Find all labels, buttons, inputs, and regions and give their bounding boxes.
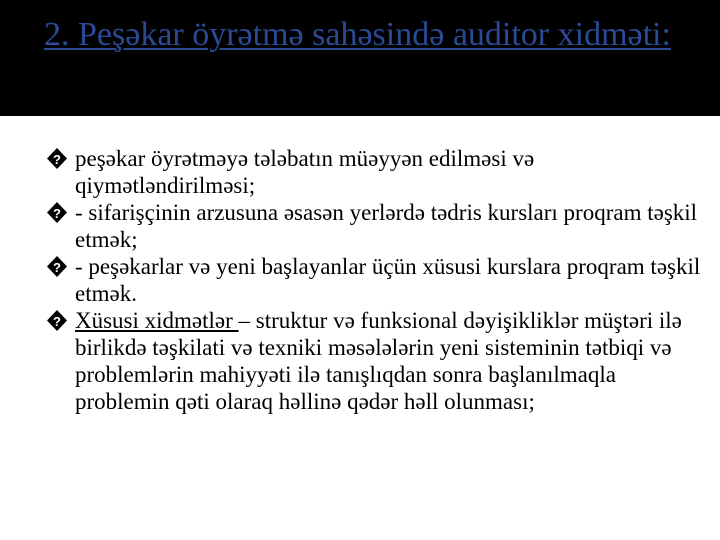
svg-text:?: ? <box>53 260 61 275</box>
special-services-heading: Xüsusi xidmətlər <box>75 308 239 333</box>
svg-text:?: ? <box>53 152 61 167</box>
list-item-text: peşəkar öyrətməyə tələbatın müəyyən edilməsi və qiymətləndirilməsi; <box>75 146 535 198</box>
title-band <box>0 0 720 116</box>
list-item <box>44 253 704 307</box>
list-item-text: - peşəkarlar və yeni başlayanlar üçün xüsusi kurslara proqram təşkil etmək. <box>75 254 701 306</box>
replacement-character-icon <box>44 253 70 280</box>
replacement-character-icon <box>44 145 70 172</box>
slide-body <box>44 145 704 415</box>
replacement-character-icon <box>44 199 70 226</box>
replacement-character-icon <box>44 307 70 334</box>
list-item-text: - sifarişçinin arzusuna əsasən yerlərdə tədris kursları proqram təşkil etmək; <box>75 200 698 252</box>
svg-text:?: ? <box>53 314 61 329</box>
list-item <box>44 307 704 415</box>
list-item-text: – struktur və funksional dəyişikliklər müştəri ilə birlikdə təşkilati və texniki məsələlərin yeni sisteminin tətbiqi və problemlərin mahiyyəti ilə tanışlıqdan sonra başlanılmaqla problemin qəti olaraq həllinə qədər həll olunması; <box>75 308 682 414</box>
list-item <box>44 145 704 199</box>
svg-text:?: ? <box>53 206 61 221</box>
slide-title: 2. Peşəkar öyrətmə sahəsində auditor xidməti: <box>44 16 671 53</box>
list-item <box>44 199 704 253</box>
